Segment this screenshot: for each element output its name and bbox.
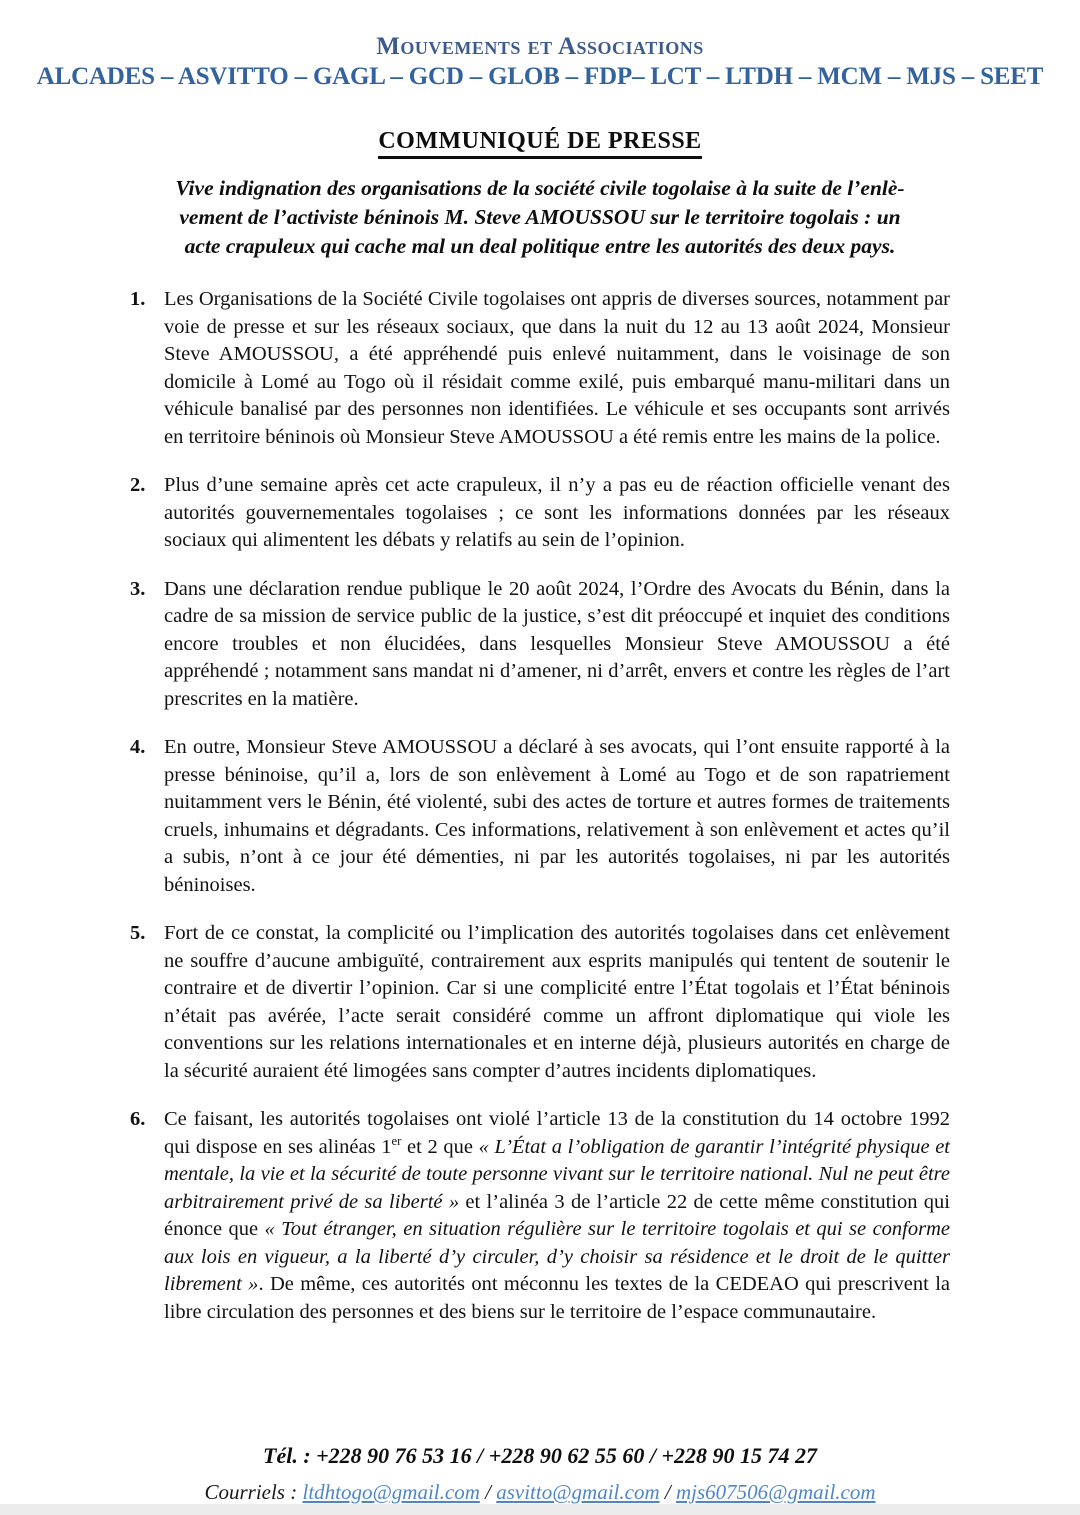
document-title-text: COMMUNIQUÉ DE PRESSE	[378, 128, 701, 159]
paragraph-segment: Les Organisations de la Société Civile togolaises ont appris de diverses sources, notamment par voie de presse et sur les réseaux sociaux, que dans la nuit du 12 au 13 août 2024, Monsieur Steve AMOUSSOU, a été appréhendé puis enlevé nuitamment, dans le voisinage de son domicile à Lomé au Togo où il résidait comme exilé, puis embarqué manu-militari dans un véhicule banalisé par des personnes non identifiées. Le véhicule et ses occupants sont arrivés en territoire béninois où Monsieur Steve AMOUSSOU a été remis entre les mains de la police.	[164, 288, 950, 448]
paragraph	[130, 734, 950, 899]
paragraph-text	[164, 286, 950, 451]
paragraph-text	[164, 734, 950, 899]
paragraph-number: 4.	[130, 736, 146, 758]
paragraph-segment: « L’État a l’obligation de garantir l’intégrité physique et mentale, la vie et la sécurité de toute personne vivant sur le territoire national. Nul ne peut être arbitrairement privé de sa liberté »	[164, 1135, 950, 1213]
email-separator: /	[479, 1480, 497, 1504]
paragraph-segment: « Tout étranger, en situation régulière sur le territoire togolais et qui se conforme aux lois en vigueur, a la liberté d’y circuler, d’y choisir sa résidence et le droit de le quitter librement »	[164, 1218, 950, 1295]
courriels-line	[0, 1480, 1080, 1505]
paragraph-number: 1.	[130, 288, 146, 310]
email-separator: /	[659, 1480, 676, 1504]
phone-line: Tél. : +228 90 76 53 16 / +228 90 62 55 60 / +228 90 15 74 27	[263, 1443, 817, 1468]
page-bottom-strip	[0, 1504, 1080, 1515]
email-link[interactable]: asvitto@gmail.com	[496, 1480, 660, 1504]
paragraph	[130, 1106, 950, 1326]
paragraph-segment: et 2 que	[401, 1135, 479, 1158]
paragraph-number: 2.	[130, 474, 146, 496]
paragraph-number: 3.	[130, 577, 146, 600]
headline-line-1: Vive indignation des organisations de la société civile togolaise à la suite de l’enlè-	[175, 176, 905, 200]
press-release-body	[130, 286, 950, 1326]
paragraph-segment: Plus d’une semaine après cet acte crapuleux, il n’y a pas eu de réaction officielle venant des autorités gouvernementales togolaises ; ce sont les informations données par les réseaux sociaux qui alimentent les débats y relatifs au sein de l’opinion.	[164, 474, 950, 551]
org-movements-heading: Mouvements et Associations	[376, 33, 704, 60]
paragraph-segment: Ce faisant, les autorités togolaises ont violé l’article 13 de la constitution du 14 octobre 1992 qui dispose en ses alinéas 1	[164, 1108, 950, 1158]
document-title	[0, 128, 1080, 155]
headline-line-3: acte crapuleux qui cache mal un deal politique entre les autorités des deux pays.	[184, 234, 896, 258]
paragraph-segment: . De même, ces autorités ont méconnu les textes de la CEDEAO qui prescrivent la libre circulation des personnes et des biens sur le territoire de l’espace communautaire.	[164, 1273, 950, 1323]
paragraph-number: 6.	[130, 1108, 146, 1130]
email-links	[302, 1480, 875, 1504]
email-link[interactable]: ltdhtogo@gmail.com	[302, 1480, 480, 1504]
paragraph-segment: En outre, Monsieur Steve AMOUSSOU a déclaré à ses avocats, qui l’ont ensuite rapporté à la presse béninoise, qu’il a, lors de son enlèvement à Lomé au Togo et de son rapatriement nuitamment vers le Bénin, été violenté, subi des actes de torture et autres formes de traitements cruels, inhumains et dégradants. Ces informations, relativement à son enlèvement et actes qu’il a subis, n’ont à ce jour été démenties, ni par les autorités togolaises, ni par les autorités béninoises.	[164, 736, 950, 896]
paragraph-number: 5.	[130, 922, 146, 944]
email-link[interactable]: mjs607506@gmail.com	[675, 1480, 876, 1504]
paragraph-text	[164, 920, 950, 1085]
paragraph	[130, 576, 950, 714]
headline	[0, 174, 1080, 261]
paragraph	[130, 472, 950, 555]
org-names-line: ALCADES – ASVITTO – GAGL – GCD – GLOB – FDP– LCT – LTDH – MCM – MJS – SEET	[36, 63, 1044, 90]
paragraph-text	[164, 576, 950, 714]
paragraph	[130, 920, 950, 1085]
paragraph-segment: et l’alinéa 3 de l’article 22 de cette même constitution qui énonce que	[164, 1190, 950, 1240]
paragraph	[130, 286, 950, 451]
paragraph-segment: er	[391, 1133, 402, 1148]
paragraph-text	[164, 1106, 950, 1326]
paragraph-segment: Dans une déclaration rendue publique le 20 août 2024, l’Ordre des Avocats du Bénin, dans la cadre de sa mission de service public de la justice, s’est dit préoccupé et inquiet des conditions encore troubles et non élucidées, dans lesquelles Monsieur Steve AMOUSSOU a été appréhendé ; notamment sans mandat ni d’amener, ni d’arrêt, envers et contre les règles de l’art prescrites en la matière.	[164, 577, 950, 710]
headline-line-2: vement de l’activiste béninois M. Steve AMOUSSOU sur le territoire togolais : un	[179, 205, 901, 229]
courriels-label: Courriels :	[204, 1480, 303, 1504]
paragraph-segment: Fort de ce constat, la complicité ou l’implication des autorités togolaises dans cet enlèvement ne souffre d’aucune ambiguïté, contrairement aux esprits manipulés qui tentent de soutenir le contraire et de divertir l’opinion. Car si une complicité entre l’État togolais et l’État béninois n’était pas avérée, l’acte serait considéré comme un affront diplomatique qui viole les conventions sur les relations internationales et en interne déjà, plusieurs autorités en charge de la sécurité auraient été limogées sans compter d’autres incidents diplomatiques.	[164, 922, 950, 1082]
paragraph-text	[164, 472, 950, 555]
